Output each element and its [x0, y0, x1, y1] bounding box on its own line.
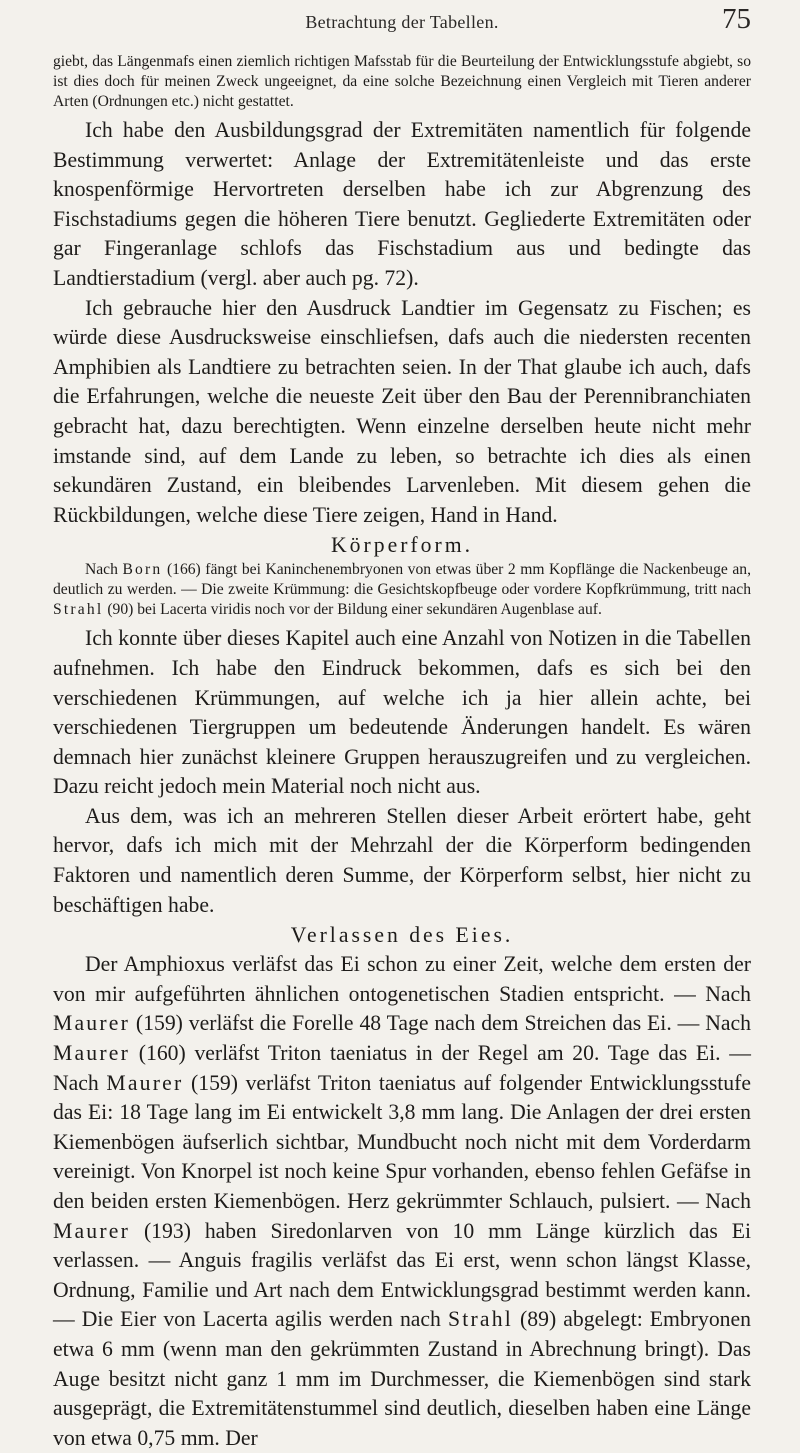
text-run: (159) verläfst Triton taeniatus auf folgender Entwicklungsstufe das Ei: 18 Tage lang im Ei entwickelt 3,8 mm lang. Die Anlagen der drei ersten Kiemenbögen äufserlich sichtbar, Mundbucht noch nicht mit dem Vorderdarm vereinigt. Von Knorpel ist noch keine Spur vorhanden, ebenso fehlen Gefäfse in den beiden ersten Kiemenbögen. Herz gekrümmter Schlauch, pulsiert. — Nach — [53, 1070, 752, 1213]
intro-footnote-paragraph: giebt, das Längenmafs einen ziemlich richtigen Mafsstab für die Beurteilung der Entwicklungsstufe abgiebt, so ist dies doch für meinen Zweck ungeeignet, da eine solche Bezeichnung einen Vergleich mit Tieren anderer Arten (Ordnungen etc.) nicht gestattet. — [53, 53, 751, 110]
paragraph-extremities: Ich habe den Ausbildungsgrad der Extremitäten namentlich für folgende Bestimmung verwertet: Anlage der Extremitätenleiste und das erste knospenförmige Hervortreten derselben habe ich zur Abgrenzung des Fischstadiums gegen die höheren Tiere benutzt. Gegliederte Extremitäten oder gar Fingeranlage schlofs das Fischstadium aus und bedingte das Landtierstadium (vergl. aber auch pg. 72). — [53, 118, 751, 290]
page-number: 75 — [722, 3, 751, 35]
note-born-strahl — [53, 560, 751, 620]
paragraph-faktoren: Aus dem, was ich an mehreren Stellen dieser Arbeit erörtert habe, geht hervor, dafs ich mich mit der Mehrzahl der die Körperform bedingenden Faktoren und namentlich deren Summe, der Körperform selbst, hier nicht zu beschäftigen habe. — [53, 803, 751, 917]
text-run: (159) verläfst die Forelle 48 Tage nach dem Streichen das Ei. — Nach — [130, 1011, 751, 1036]
text-run: (89) abgelegt: Embryonen etwa 6 mm (wenn man den gekrümmten Zustand in Abrechnung bringt). Das Auge besitzt nicht ganz 1 mm im Durchmesser, die Kiemenbögen sind stark ausgeprägt, die Extremitätenstummel sind deutlich, dieselben haben eine Länge von etwa 0,75 mm. Der — [53, 1307, 751, 1450]
section-heading-koerperform: Körperform. — [331, 533, 473, 558]
author-name: Strahl — [447, 1307, 513, 1332]
running-title: Betrachtung der Tabellen. — [305, 12, 499, 32]
paragraph-landtier: Ich gebrauche hier den Ausdruck Landtier im Gegensatz zu Fischen; es würde diese Ausdrucksweise einschliefsen, dafs auch die niedersten recenten Amphibien als Landtiere zu betrachten seien. In der That glaube ich auch, dafs die Erfahrungen, welche die neueste Zeit über den Bau der Perennibranchiaten gebracht hat, dazu berechtigten. Wenn einzelne derselben heute nicht mehr imstande sind, auf dem Lande zu leben, so betrachte ich dies als einen sekundären Zustand, ein bleibendes Larvenleben. Mit diesem gehen die Rückbildungen, welche diese Tiere zeigen, Hand in Hand. — [53, 295, 751, 527]
text-run: (193) haben Siredonlarven von 10 mm Länge kürzlich das Ei verlassen. — Anguis fragilis verläfst das Ei erst, wenn schon längst Klasse, Ordnung, Familie und Art nach dem Entwicklungsgrad bestimmt werden kann. — Die Eier von Lacerta agilis werden nach — [53, 1218, 751, 1332]
paragraph-verlassen — [53, 950, 751, 1453]
author-name: Maurer — [53, 1041, 131, 1066]
note-prefix: Nach — [85, 561, 123, 579]
author-name: Maurer — [53, 1218, 131, 1243]
author-name: Strahl — [53, 601, 104, 619]
text-run: Der Amphioxus verläfst das Ei schon zu einer Zeit, welche dem ersten der von mir aufgeführten ähnlichen ontogenetischen Stadien entspricht. — Nach — [53, 952, 751, 1006]
note-text: (90) bei Lacerta viridis noch vor der Bildung einer sekundären Augenblase auf. — [103, 601, 602, 619]
author-name: Maurer — [53, 1011, 131, 1036]
section-heading-verlassen-des-eies: Verlassen des Eies. — [290, 923, 514, 948]
author-name: Born — [122, 561, 163, 579]
paragraph-tabellen: Ich konnte über dieses Kapitel auch eine Anzahl von Notizen in die Tabellen aufnehmen. Ich habe den Eindruck bekommen, dafs es sich bei den verschiedenen Krümmungen, auf welche ich ja hier allein achte, bei verschiedenen Tiergruppen um bedeutende Änderungen handelt. Es wären demnach hier zunächst kleinere Gruppen herauszugreifen und zu vergleichen. Dazu reicht jedoch mein Material noch nicht aus. — [53, 626, 751, 799]
note-text: (166) fängt bei Kaninchenembryonen von etwas über 2 mm Kopflänge die Nackenbeuge an, deutlich zu werden. — Die zweite Krümmung: die Gesichtskopfbeuge oder vordere Kopfkrümmung, tritt nach — [53, 561, 751, 599]
page-header — [53, 0, 751, 52]
text-run: (160) verläfst Triton taeniatus in der Regel am 20. Tage das Ei. — Nach — [53, 1041, 751, 1095]
author-name: Maurer — [106, 1070, 184, 1095]
